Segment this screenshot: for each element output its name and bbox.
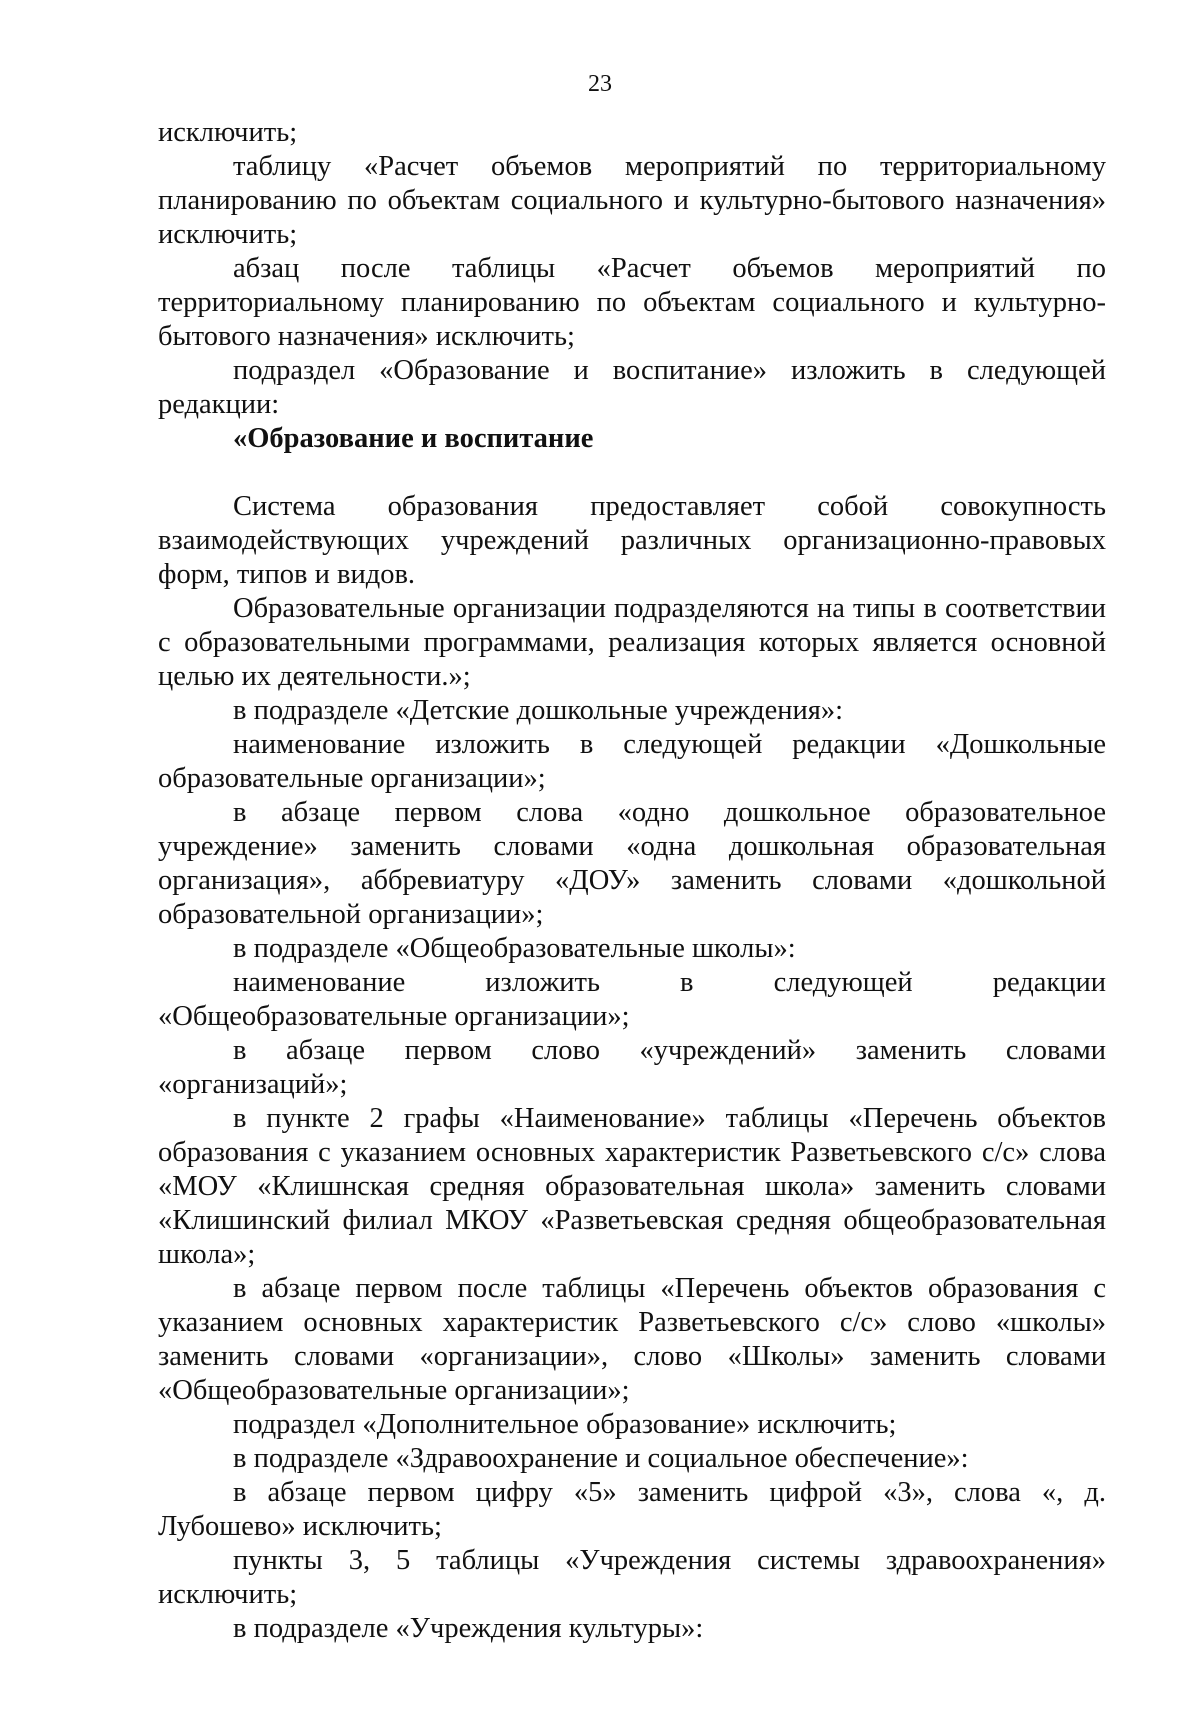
paragraph: наименование изложить в следующей редакции «Дошкольные образовательные организации»; bbox=[158, 729, 1106, 794]
section-heading: «Образование и воспитание bbox=[233, 423, 594, 454]
paragraph: в подразделе «Учреждения культуры»: bbox=[233, 1613, 704, 1644]
paragraph: Система образования предоставляет собой совокупность взаимодействующих учреждений различных организационно-правовых форм, типов и видов. bbox=[158, 491, 1106, 590]
paragraph: в пункте 2 графы «Наименование» таблицы «Перечень объектов образования с указанием основных характеристик Разветьевского с/с» слова «МОУ «Клишнская средняя образовательная школа» заменить словами «Клишинский филиал МКОУ «Разветьевская средняя общеобразовательная школа»; bbox=[158, 1103, 1106, 1270]
paragraph: в подразделе «Детские дошкольные учреждения»: bbox=[233, 695, 844, 726]
paragraph: исключить; bbox=[158, 117, 298, 148]
paragraph: абзац после таблицы «Расчет объемов мероприятий по территориальному планированию по объектам социального и культурно-бытового назначения» исключить; bbox=[158, 253, 1106, 352]
paragraph: подраздел «Образование и воспитание» изложить в следующей редакции: bbox=[158, 355, 1106, 420]
paragraph: в подразделе «Здравоохранение и социальное обеспечение»: bbox=[233, 1443, 969, 1474]
spacer bbox=[158, 456, 1106, 490]
paragraph: подраздел «Дополнительное образование» исключить; bbox=[233, 1409, 897, 1440]
paragraph: в абзаце первом цифру «5» заменить цифрой «3», слова «, д. Лубошево» исключить; bbox=[158, 1477, 1106, 1542]
paragraph: в абзаце первом после таблицы «Перечень объектов образования с указанием основных характеристик Разветьевского с/с» слово «школы» заменить словами «организации», слово «Школы» заменить словами «Общеобразовательные организации»; bbox=[158, 1273, 1106, 1406]
document-body bbox=[158, 116, 1106, 1646]
paragraph: в абзаце первом слово «учреждений» заменить словами «организаций»; bbox=[158, 1035, 1106, 1100]
paragraph: таблицу «Расчет объемов мероприятий по территориальному планированию по объектам социального и культурно-бытового назначения» исключить; bbox=[158, 151, 1106, 250]
paragraph: пункты 3, 5 таблицы «Учреждения системы здравоохранения» исключить; bbox=[158, 1545, 1106, 1610]
paragraph: в подразделе «Общеобразовательные школы»: bbox=[233, 933, 796, 964]
paragraph: Образовательные организации подразделяются на типы в соответствии с образовательными программами, реализация которых является основной целью их деятельности.»; bbox=[158, 593, 1106, 692]
paragraph: в абзаце первом слова «одно дошкольное образовательное учреждение» заменить словами «одна дошкольная образовательная организация», аббревиатуру «ДОУ» заменить словами «дошкольной образовательной организации»; bbox=[158, 797, 1106, 930]
page-number: 23 bbox=[588, 71, 612, 97]
paragraph: наименование изложить в следующей редакции «Общеобразовательные организации»; bbox=[158, 967, 1106, 1032]
